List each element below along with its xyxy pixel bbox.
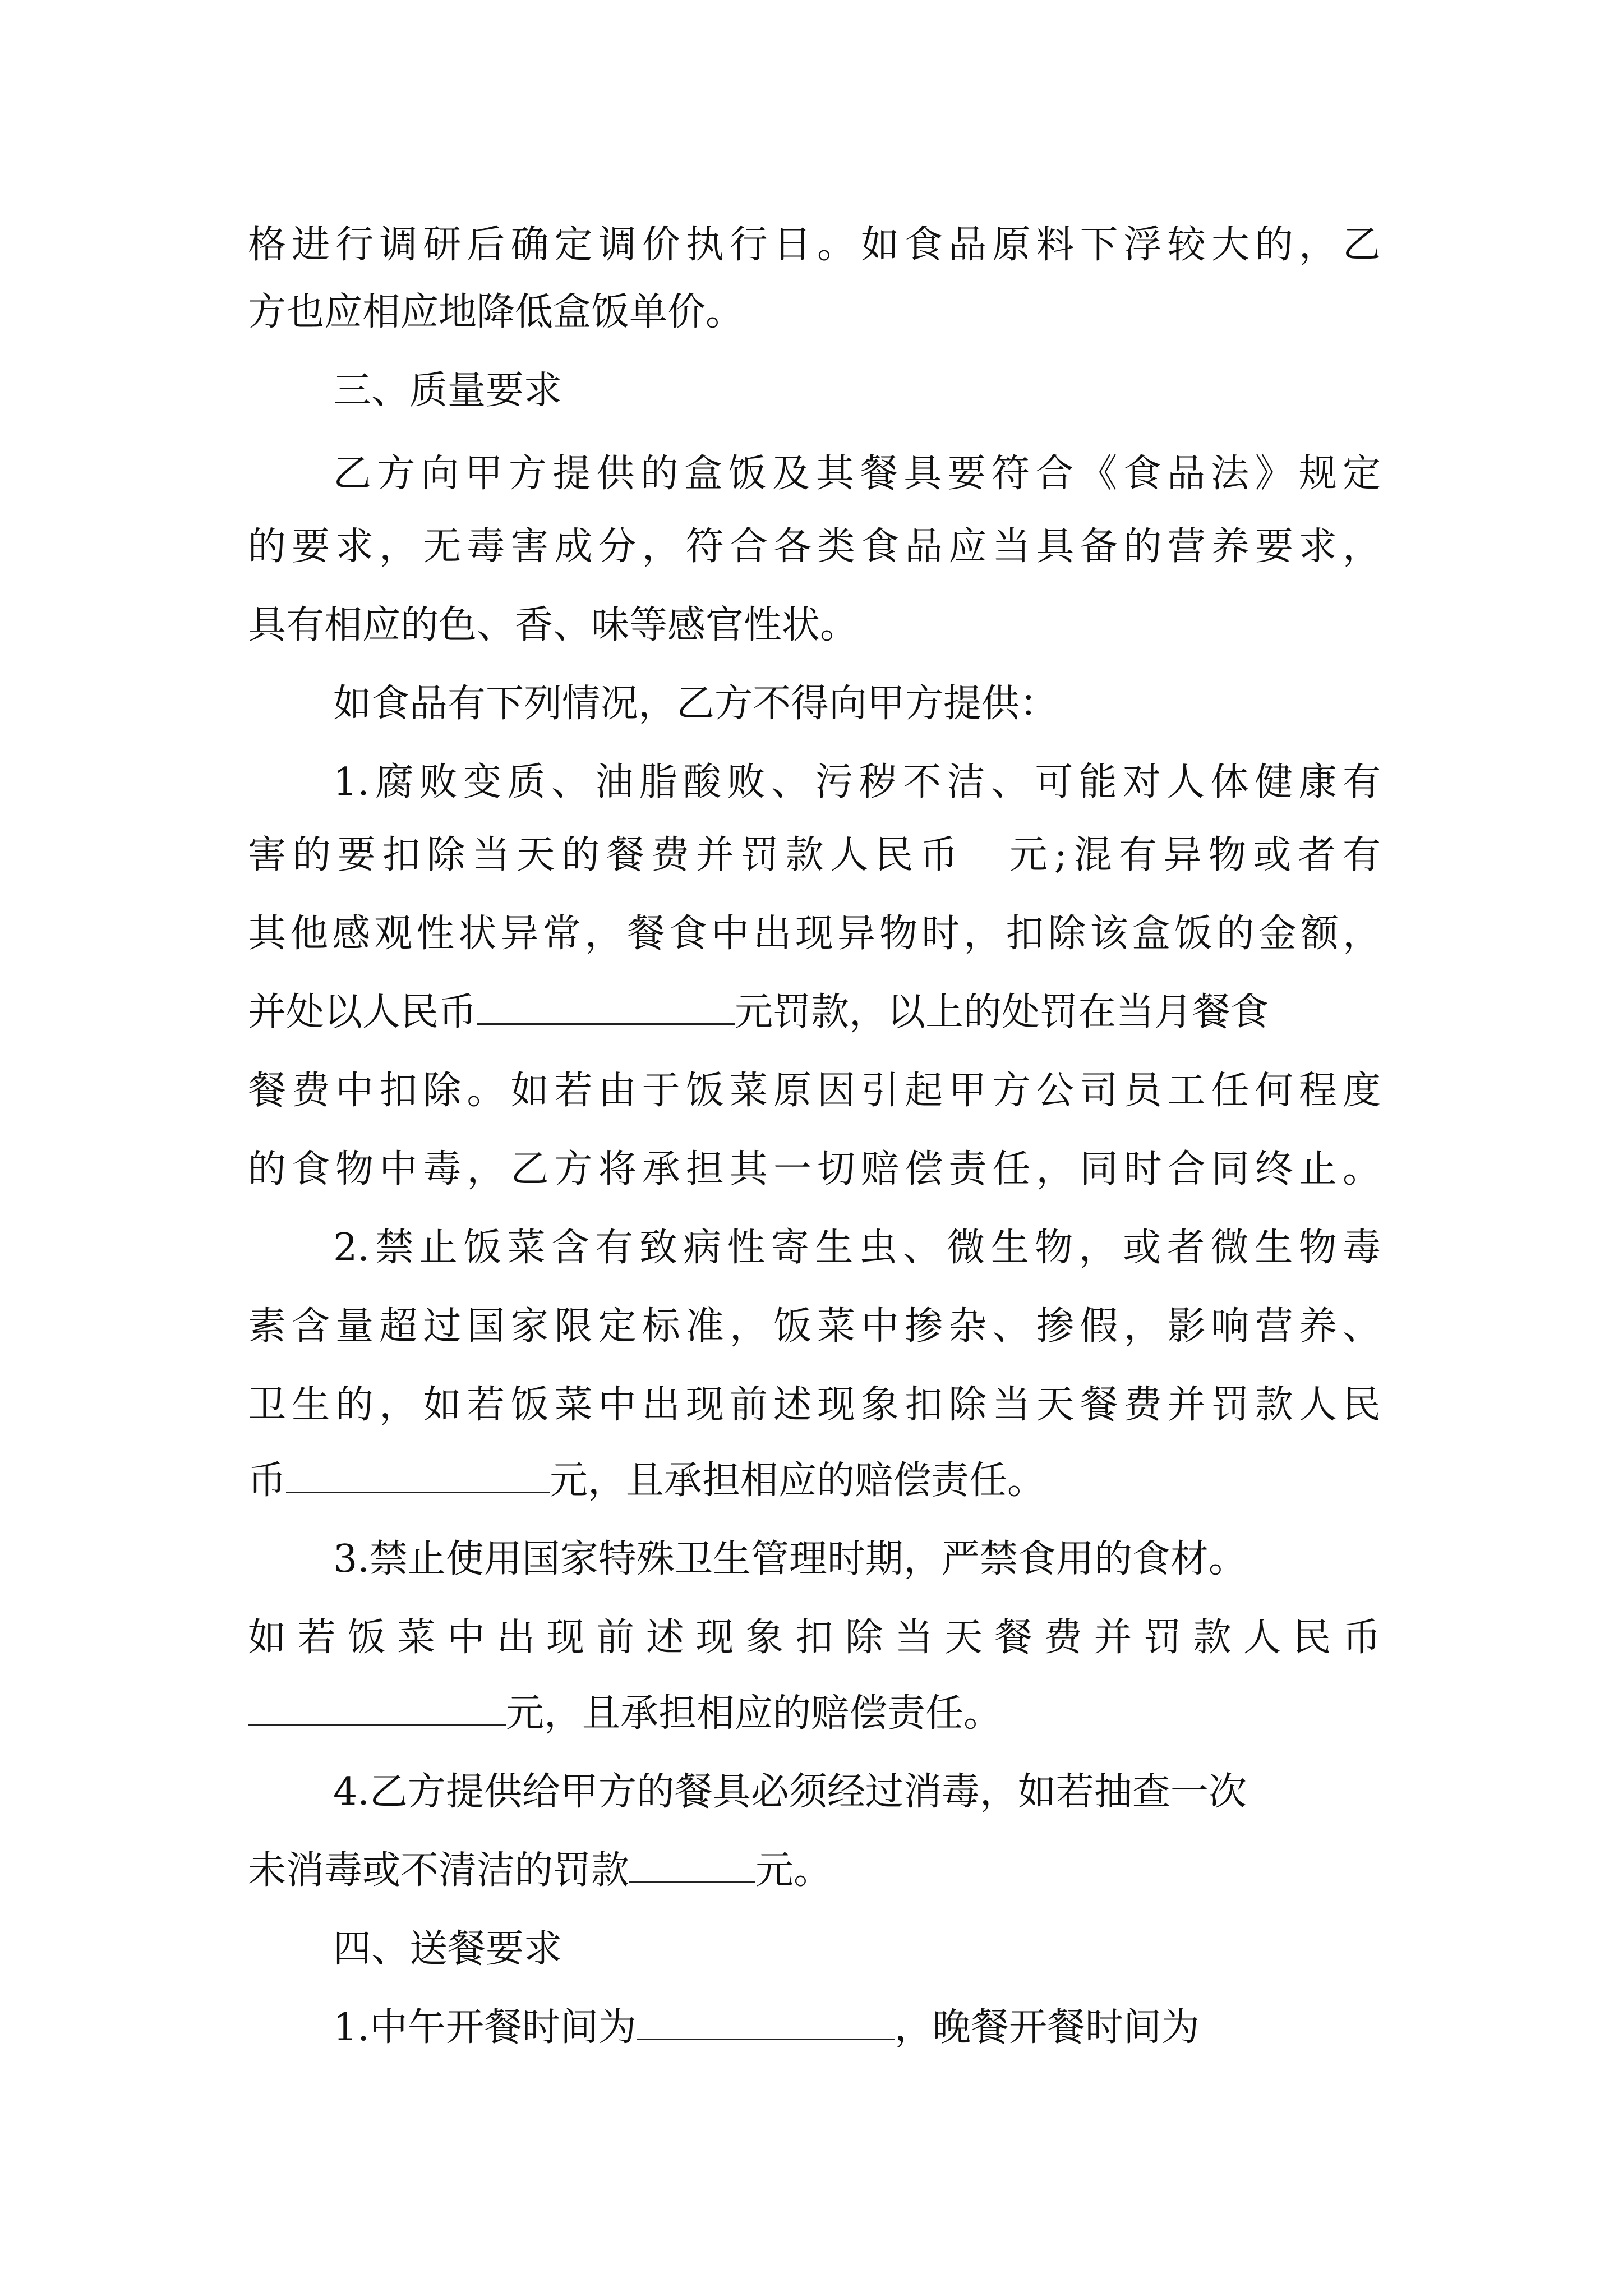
fill-in-blank[interactable]: [629, 1846, 755, 1883]
text-segment: 并处以人民币: [248, 990, 477, 1034]
paragraph-line: 1.腐败变质、油脂酸败、污秽不洁、可能对人体健康有: [333, 760, 1381, 804]
section-heading: 三、质量要求: [333, 369, 562, 413]
fill-in-blank[interactable]: [477, 987, 735, 1025]
fill-in-blank[interactable]: [248, 1688, 506, 1726]
text-segment: 元，且承担相应的赔偿责任。: [550, 1458, 1046, 1503]
paragraph-line: 餐费中扣除。如若由于饭菜原因引起甲方公司员工任何程度: [248, 1069, 1381, 1113]
text-segment: 元罚款，以上的处罚在当月餐食: [735, 990, 1269, 1034]
text-segment: 元。: [755, 1848, 832, 1893]
text-segment: ，晚餐开餐时间为: [894, 2005, 1200, 2050]
paragraph-line: 的食物中毒，乙方将承担其一切赔偿责任，同时合同终止。: [248, 1147, 1381, 1191]
paragraph-line: 素含量超过国家限定标准，饭菜中掺杂、掺假，影响营养、: [248, 1304, 1381, 1349]
paragraph-line: 卫生的，如若饭菜中出现前述现象扣除当天餐费并罚款人民: [248, 1383, 1381, 1427]
fill-in-blank[interactable]: [637, 2003, 895, 2040]
paragraph-line-with-blank: [248, 982, 1381, 1043]
paragraph-line: 其他感观性状异常，餐食中出现异物时，扣除该盒饭的金额，: [248, 912, 1381, 956]
paragraph-line: 如若饭菜中出现前述现象扣除当天餐费并罚款人民币: [248, 1616, 1381, 1660]
text-segment: 未消毒或不清洁的罚款: [248, 1848, 630, 1893]
paragraph-line: 害的要扣除当天的餐费并罚款人民币 元;混有异物或者有: [248, 833, 1381, 877]
paragraph-line: 如食品有下列情况，乙方不得向甲方提供：: [333, 682, 1058, 726]
fill-in-blank[interactable]: [286, 1456, 550, 1493]
paragraph-line: 格进行调研后确定调价执行日。如食品原料下浮较大的，乙: [248, 223, 1381, 267]
paragraph-line: 的要求，无毒害成分，符合各类食品应当具备的营养要求，: [248, 524, 1381, 569]
text-segment: 元，且承担相应的赔偿责任。: [506, 1691, 1002, 1736]
paragraph-line: 4.乙方提供给甲方的餐具必须经过消毒，如若抽查一次: [333, 1770, 1247, 1814]
paragraph-line-with-blank: [248, 1840, 1381, 1902]
paragraph-line-with-blank: [248, 1450, 1381, 1512]
paragraph-line-with-blank: [248, 1683, 1381, 1745]
paragraph-line: 3.禁止使用国家特殊卫生管理时期，严禁食用的食材。: [333, 1537, 1247, 1581]
paragraph-line-with-blank: [248, 1997, 1381, 2059]
paragraph-line: 乙方向甲方提供的盒饭及其餐具要符合《食品法》规定: [333, 452, 1381, 496]
text-segment: 币: [248, 1458, 287, 1503]
section-heading: 四、送餐要求: [333, 1927, 562, 1971]
paragraph-line: 具有相应的色、香、味等感官性状。: [248, 603, 859, 647]
paragraph-line: 2.禁止饭菜含有致病性寄生虫、微生物，或者微生物毒: [333, 1226, 1381, 1270]
text-segment: 1.中午开餐时间为: [333, 2005, 637, 2050]
paragraph-line: 方也应相应地降低盒饭单价。: [248, 290, 744, 334]
